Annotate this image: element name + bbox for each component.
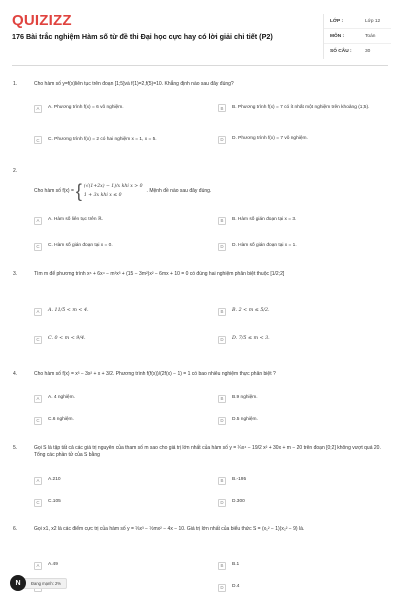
question-number: 2. — [13, 168, 18, 174]
brace-glyph: { — [75, 181, 82, 201]
option-d[interactable] — [218, 333, 386, 346]
question-text — [34, 178, 384, 204]
option-text: D.4 — [232, 584, 240, 590]
option-b[interactable] — [218, 214, 386, 227]
option-letter-box: A — [34, 308, 42, 316]
option-letter-box: D — [218, 136, 226, 144]
question-number: 6. — [13, 526, 18, 532]
meta-value: Lớp 12 — [365, 18, 381, 24]
piecewise-case-1: (√(1+2x) − 1)/x khi x > 0 — [83, 184, 143, 189]
n-badge-icon[interactable]: N — [10, 575, 26, 591]
meta-key: MÔN : — [330, 33, 345, 39]
option-d[interactable] — [218, 414, 386, 427]
worksheet-title: 176 Bài trắc nghiệm Hàm số từ đề thi Đại học cực hay có lời giải chi tiết (P2) — [12, 32, 273, 41]
question-text: Gọi x1, x2 là các điểm cực trị của hàm số y = ⅓x³ − ½mx² − 4x − 10. Giá trị lớn nhất của biểu thức S = (x₁² − 1)(x₂² − 9) là. — [34, 526, 305, 532]
option-c[interactable] — [34, 333, 194, 346]
header-divider — [12, 65, 388, 66]
option-text: C. Phương trình f(x) = 2 có hai nghiệm x = 1, x = 5. — [48, 136, 157, 142]
option-b[interactable] — [218, 392, 386, 405]
option-text: B.9 nghiệm. — [232, 395, 258, 401]
option-text: A. 11/5 < m < 4. — [48, 308, 89, 314]
option-letter-box: A — [34, 562, 42, 570]
question-text: Cho hàm số y=f(x)liên tục trên đoạn [1;5]và f(1)=2,f(5)=10. Khẳng định nào sau đây đúng? — [34, 81, 234, 87]
question-text: Gọi S là tập tất cả các giá trị nguyên của tham số m sao cho giá trị lớn nhất của hàm số y = ¼x⁴ − 19/2 x² + 30x + m − 20 trên đoạn [0;2] không vượt quá 20. Tổng các phần tử của S bằng — [34, 445, 381, 459]
meta-value: Toán — [365, 33, 376, 39]
option-b[interactable] — [218, 98, 386, 118]
option-text: C. 0 < m < 9/4. — [48, 336, 86, 342]
piecewise-case-2: 1 + 3x khi x ≤ 0 — [83, 193, 122, 198]
question-text: Tìm m để phương trình x⁶ + 6x⁴ − m³x³ + (15 − 3m²)x² − 6mx + 10 = 0 có đúng hai nghiệm phân biệt thuộc [1/2;2] — [34, 271, 285, 277]
meta-row-count — [324, 44, 391, 59]
option-text: D. 7/5 ≤ m < 3. — [232, 336, 270, 342]
option-letter-box: D — [218, 417, 226, 425]
option-a[interactable] — [34, 474, 194, 487]
option-a[interactable] — [34, 214, 194, 227]
option-letter-box: D — [218, 584, 226, 592]
quizizz-logo[interactable]: QUIZIZZ — [12, 12, 72, 29]
option-letter-box: C — [34, 499, 42, 507]
option-b[interactable] — [218, 305, 386, 318]
option-letter-box: C — [34, 136, 42, 144]
option-letter-box: C — [34, 243, 42, 251]
option-a[interactable] — [34, 305, 194, 318]
question-text-post: . Mệnh đề nào sau đây đúng. — [146, 188, 212, 194]
worksheet-meta-table — [323, 14, 391, 59]
option-a[interactable] — [34, 559, 194, 572]
option-d[interactable] — [218, 133, 386, 146]
option-d[interactable] — [218, 496, 386, 509]
option-c[interactable] — [34, 130, 194, 150]
option-text: D. Hàm số gián đoạn tại x = 1. — [232, 243, 297, 249]
option-letter-box: B — [218, 104, 226, 112]
option-letter-box: D — [218, 336, 226, 344]
option-letter-box: B — [218, 217, 226, 225]
option-letter-box: A — [34, 217, 42, 225]
option-text: B. 2 < m ≤ 5/2. — [232, 308, 270, 314]
option-letter-box: D — [218, 243, 226, 251]
option-letter-box: C — [34, 417, 42, 425]
option-text: A. Hàm số liên tục trên ℝ. — [48, 217, 103, 223]
worksheet-header — [0, 0, 400, 70]
option-text: D. Phương trình f(x) = 7 vô nghiệm. — [232, 136, 308, 142]
floating-status-widget[interactable] — [10, 575, 67, 591]
option-text: B.-195 — [232, 477, 247, 483]
piecewise-definition — [84, 184, 143, 198]
option-text: B.1 — [232, 562, 240, 568]
meta-row-subject — [324, 29, 391, 44]
option-letter-box: B — [218, 477, 226, 485]
meta-row-class — [324, 14, 391, 29]
option-text: B. Phương trình f(x) = 7 có ít nhất một nghiệm trên khoảng (1;5). — [232, 104, 370, 110]
option-text: A. 4 nghiệm. — [48, 395, 75, 401]
option-a[interactable] — [34, 392, 194, 405]
question-number: 1. — [13, 81, 18, 87]
option-d[interactable] — [218, 240, 386, 253]
option-c[interactable] — [34, 414, 194, 427]
question-text-pre: Cho hàm số f(x) = — [34, 188, 74, 194]
option-letter-box: B — [218, 395, 226, 403]
question-number: 3. — [13, 271, 18, 277]
option-c[interactable] — [34, 240, 194, 253]
option-d[interactable] — [218, 581, 386, 594]
option-c[interactable] — [34, 496, 194, 509]
option-a[interactable] — [34, 102, 194, 115]
option-text: A.49 — [48, 562, 58, 568]
option-b[interactable] — [218, 474, 386, 487]
option-letter-box: B — [218, 562, 226, 570]
option-text: C. Hàm số gián đoạn tại x = 0. — [48, 243, 113, 249]
meta-key: LỚP : — [330, 18, 344, 24]
option-letter-box: C — [34, 336, 42, 344]
option-letter-box: D — [218, 499, 226, 507]
option-letter-box: A — [34, 477, 42, 485]
option-text: A.210 — [48, 477, 61, 483]
option-text: C.105 — [48, 499, 61, 505]
option-text: D.300 — [232, 499, 245, 505]
option-text: D.5 nghiệm. — [232, 417, 258, 423]
meta-value: 30 — [365, 49, 371, 54]
option-text: A. Phương trình f(x) = 6 vô nghiệm. — [48, 105, 124, 111]
question-text: Cho hàm số f(x) = x³ − 3x² + x + 3/2. Phương trình f(f(x))/(2f(x) − 1) = 1 có bao nhiêu nghiệm thực phân biệt ? — [34, 371, 276, 377]
option-letter-box: B — [218, 308, 226, 316]
question-number: 5. — [13, 445, 18, 451]
question-number: 4. — [13, 371, 18, 377]
status-label: Đang mạnh: 2% — [22, 578, 67, 589]
option-text: C.6 nghiệm. — [48, 417, 74, 423]
option-b[interactable] — [218, 559, 386, 572]
option-text: B. Hàm số gián đoạn tại x = 3. — [232, 217, 297, 223]
meta-key: SỐ CÂU : — [330, 49, 352, 54]
option-letter-box: A — [34, 105, 42, 113]
option-letter-box: A — [34, 395, 42, 403]
